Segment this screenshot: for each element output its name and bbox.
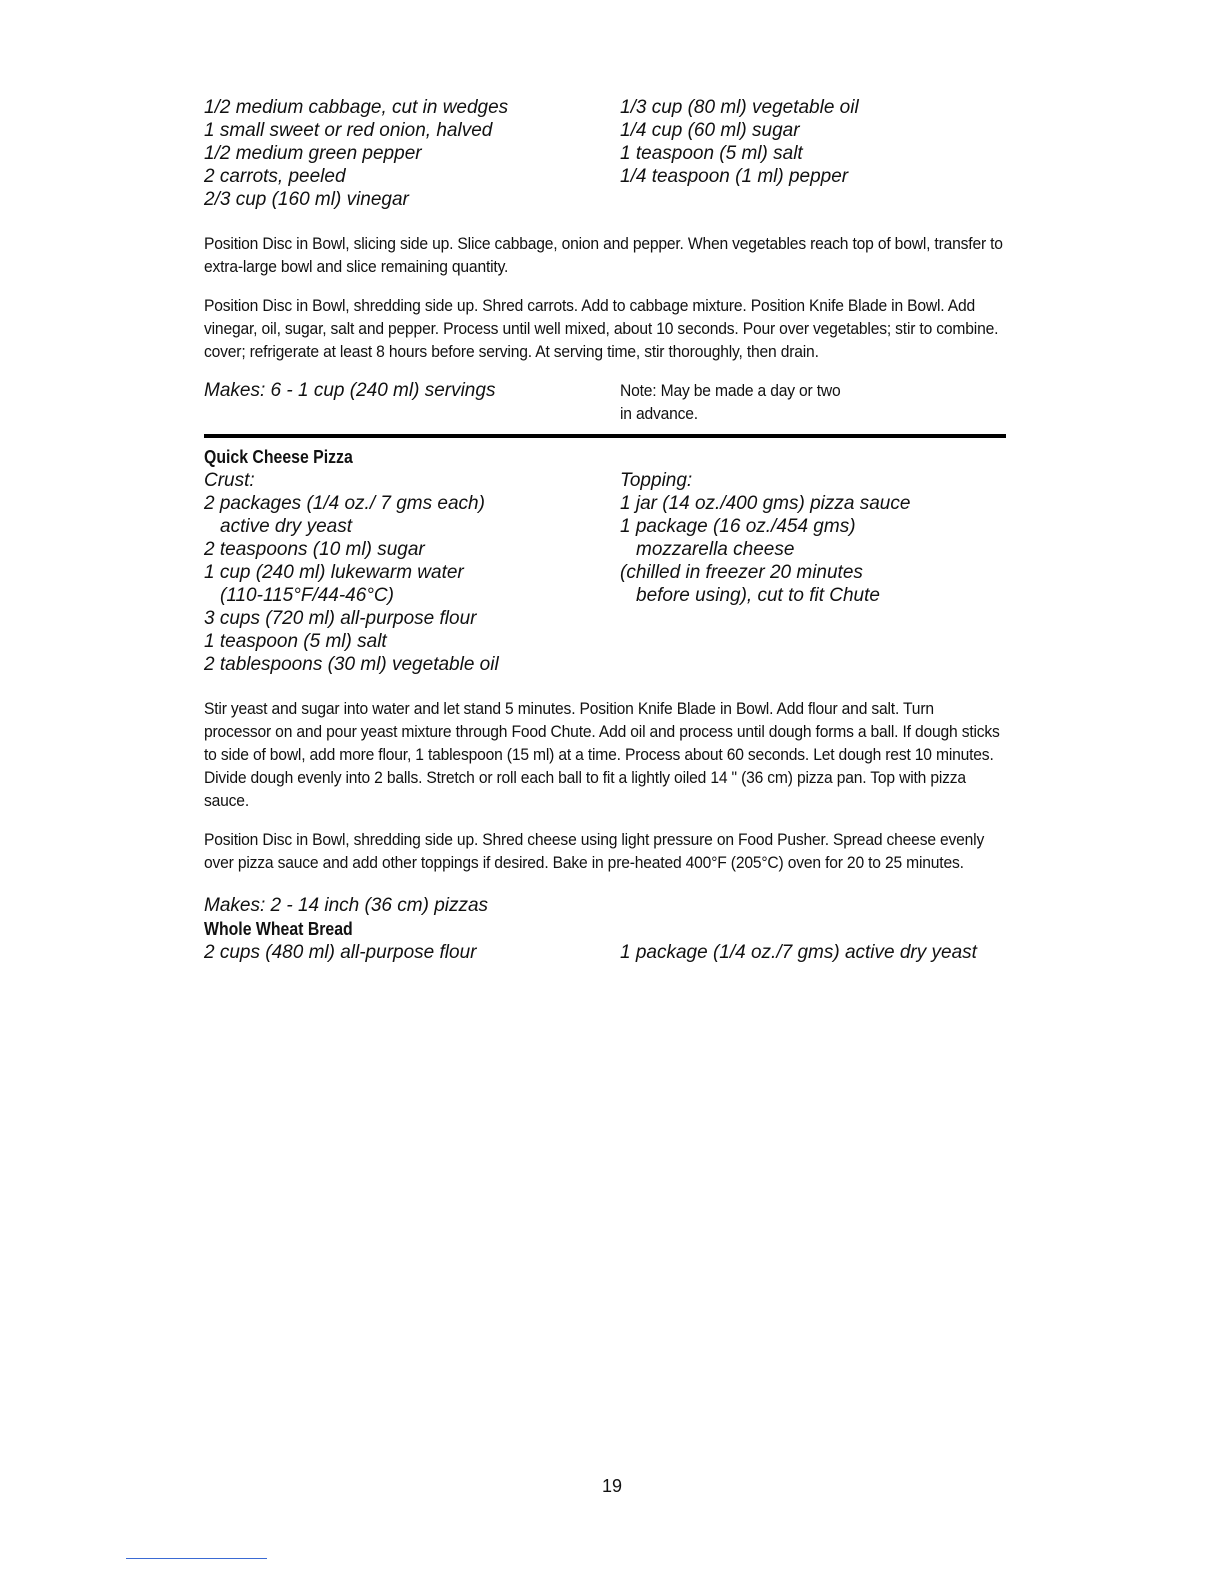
note-line: in advance. [620,404,698,423]
ingredient: 2 teaspoons (10 ml) sugar [204,539,425,560]
pizza-makes: Makes: 2 - 14 inch (36 cm) pizzas [204,895,489,916]
topping-label: Topping: [620,470,693,491]
ingredient: 1 teaspoon (5 ml) salt [204,631,387,652]
ingredient: before using), cut to fit Chute [636,585,880,606]
crust-label: Crust: [204,470,255,491]
ingredient: 1 jar (14 oz./400 gms) pizza sauce [620,493,911,514]
coleslaw-note [620,379,1006,425]
recipe-page [204,96,1006,964]
ingredient: 1 package (16 oz./454 gms) [620,516,856,537]
pizza-ingredients [204,469,1006,676]
ingredient: 3 cups (720 ml) all-purpose flour [204,608,477,629]
ingredient: 2 packages (1/4 oz./ 7 gms each) [204,493,485,514]
bread-ingredients [204,941,1006,964]
note-line: Note: May be made a day or two [620,381,841,400]
ingredient: (chilled in freezer 20 minutes [620,562,863,583]
ingredient: 1/4 teaspoon (1 ml) pepper [620,166,849,187]
coleslaw-ingredients-right [620,96,1006,211]
bread-title: Whole Wheat Bread [204,919,353,939]
pizza-title: Quick Cheese Pizza [204,447,353,467]
ingredient: 1/3 cup (80 ml) vegetable oil [620,97,859,118]
coleslaw-makes: Makes: 6 - 1 cup (240 ml) servings [204,380,496,401]
coleslaw-direction-2: Position Disc in Bowl, shredding side up. Shred carrots. Add to cabbage mixture. Position Knife Blade in Bowl. Add vinegar, oil, sugar, salt and pepper. Process until well mixed, about 10 seconds. Pour over vegetables; stir to combine. cover; refrigerate at least 8 hours before serving. At serving time, stir thoroughly, then drain. [204,296,999,361]
footer-rule [126,1558,267,1559]
pizza-direction-1: Stir yeast and sugar into water and let stand 5 minutes. Position Knife Blade in Bowl. Add flour and salt. Turn processor on and pour yeast mixture through Food Chute. Add oil and process until dough forms a ball. If dough sticks to side of bowl, add more flour, 1 tablespoon (15 ml) at a time. Process about 60 seconds. Let dough rest 10 minutes. Divide dough evenly into 2 balls. Stretch or roll each ball to fit a lightly oiled 14 " (36 cm) pizza pan. Top with pizza sauce. [204,699,1000,810]
pizza-topping [620,469,1006,676]
coleslaw-footer [204,379,1006,425]
pizza-direction-2: Position Disc in Bowl, shredding side up. Shred cheese using light pressure on Food Pusher. Spread cheese evenly over pizza sauce and add other toppings if desired. Bake in pre-heated 400°F (205°C) oven for 20 to 25 minutes. [204,830,985,872]
ingredient: 1/2 medium cabbage, cut in wedges [204,97,509,118]
ingredient: mozzarella cheese [636,539,795,560]
ingredient: 1 small sweet or red onion, halved [204,120,493,141]
ingredient: 1 cup (240 ml) lukewarm water [204,562,464,583]
ingredient: 1 teaspoon (5 ml) salt [620,143,803,164]
ingredient: active dry yeast [220,516,352,537]
ingredient: 2 cups (480 ml) all-purpose flour [204,942,477,963]
ingredient: 1/4 cup (60 ml) sugar [620,120,800,141]
ingredient: 1 package (1/4 oz./7 gms) active dry yeast [620,942,977,963]
page-number: 19 [601,1476,623,1496]
ingredient: (110-115°F/44-46°C) [220,585,394,606]
ingredient: 2 tablespoons (30 ml) vegetable oil [204,654,499,675]
coleslaw-ingredients [204,96,1006,211]
coleslaw-ingredients-left [204,96,620,211]
pizza-crust [204,469,620,676]
ingredient: 2/3 cup (160 ml) vinegar [204,189,409,210]
coleslaw-direction-1: Position Disc in Bowl, slicing side up. Slice cabbage, onion and pepper. When vegetables reach top of bowl, transfer to extra-large bowl and slice remaining quantity. [204,234,1003,276]
ingredient: 1/2 medium green pepper [204,143,422,164]
ingredient: 2 carrots, peeled [204,166,346,187]
